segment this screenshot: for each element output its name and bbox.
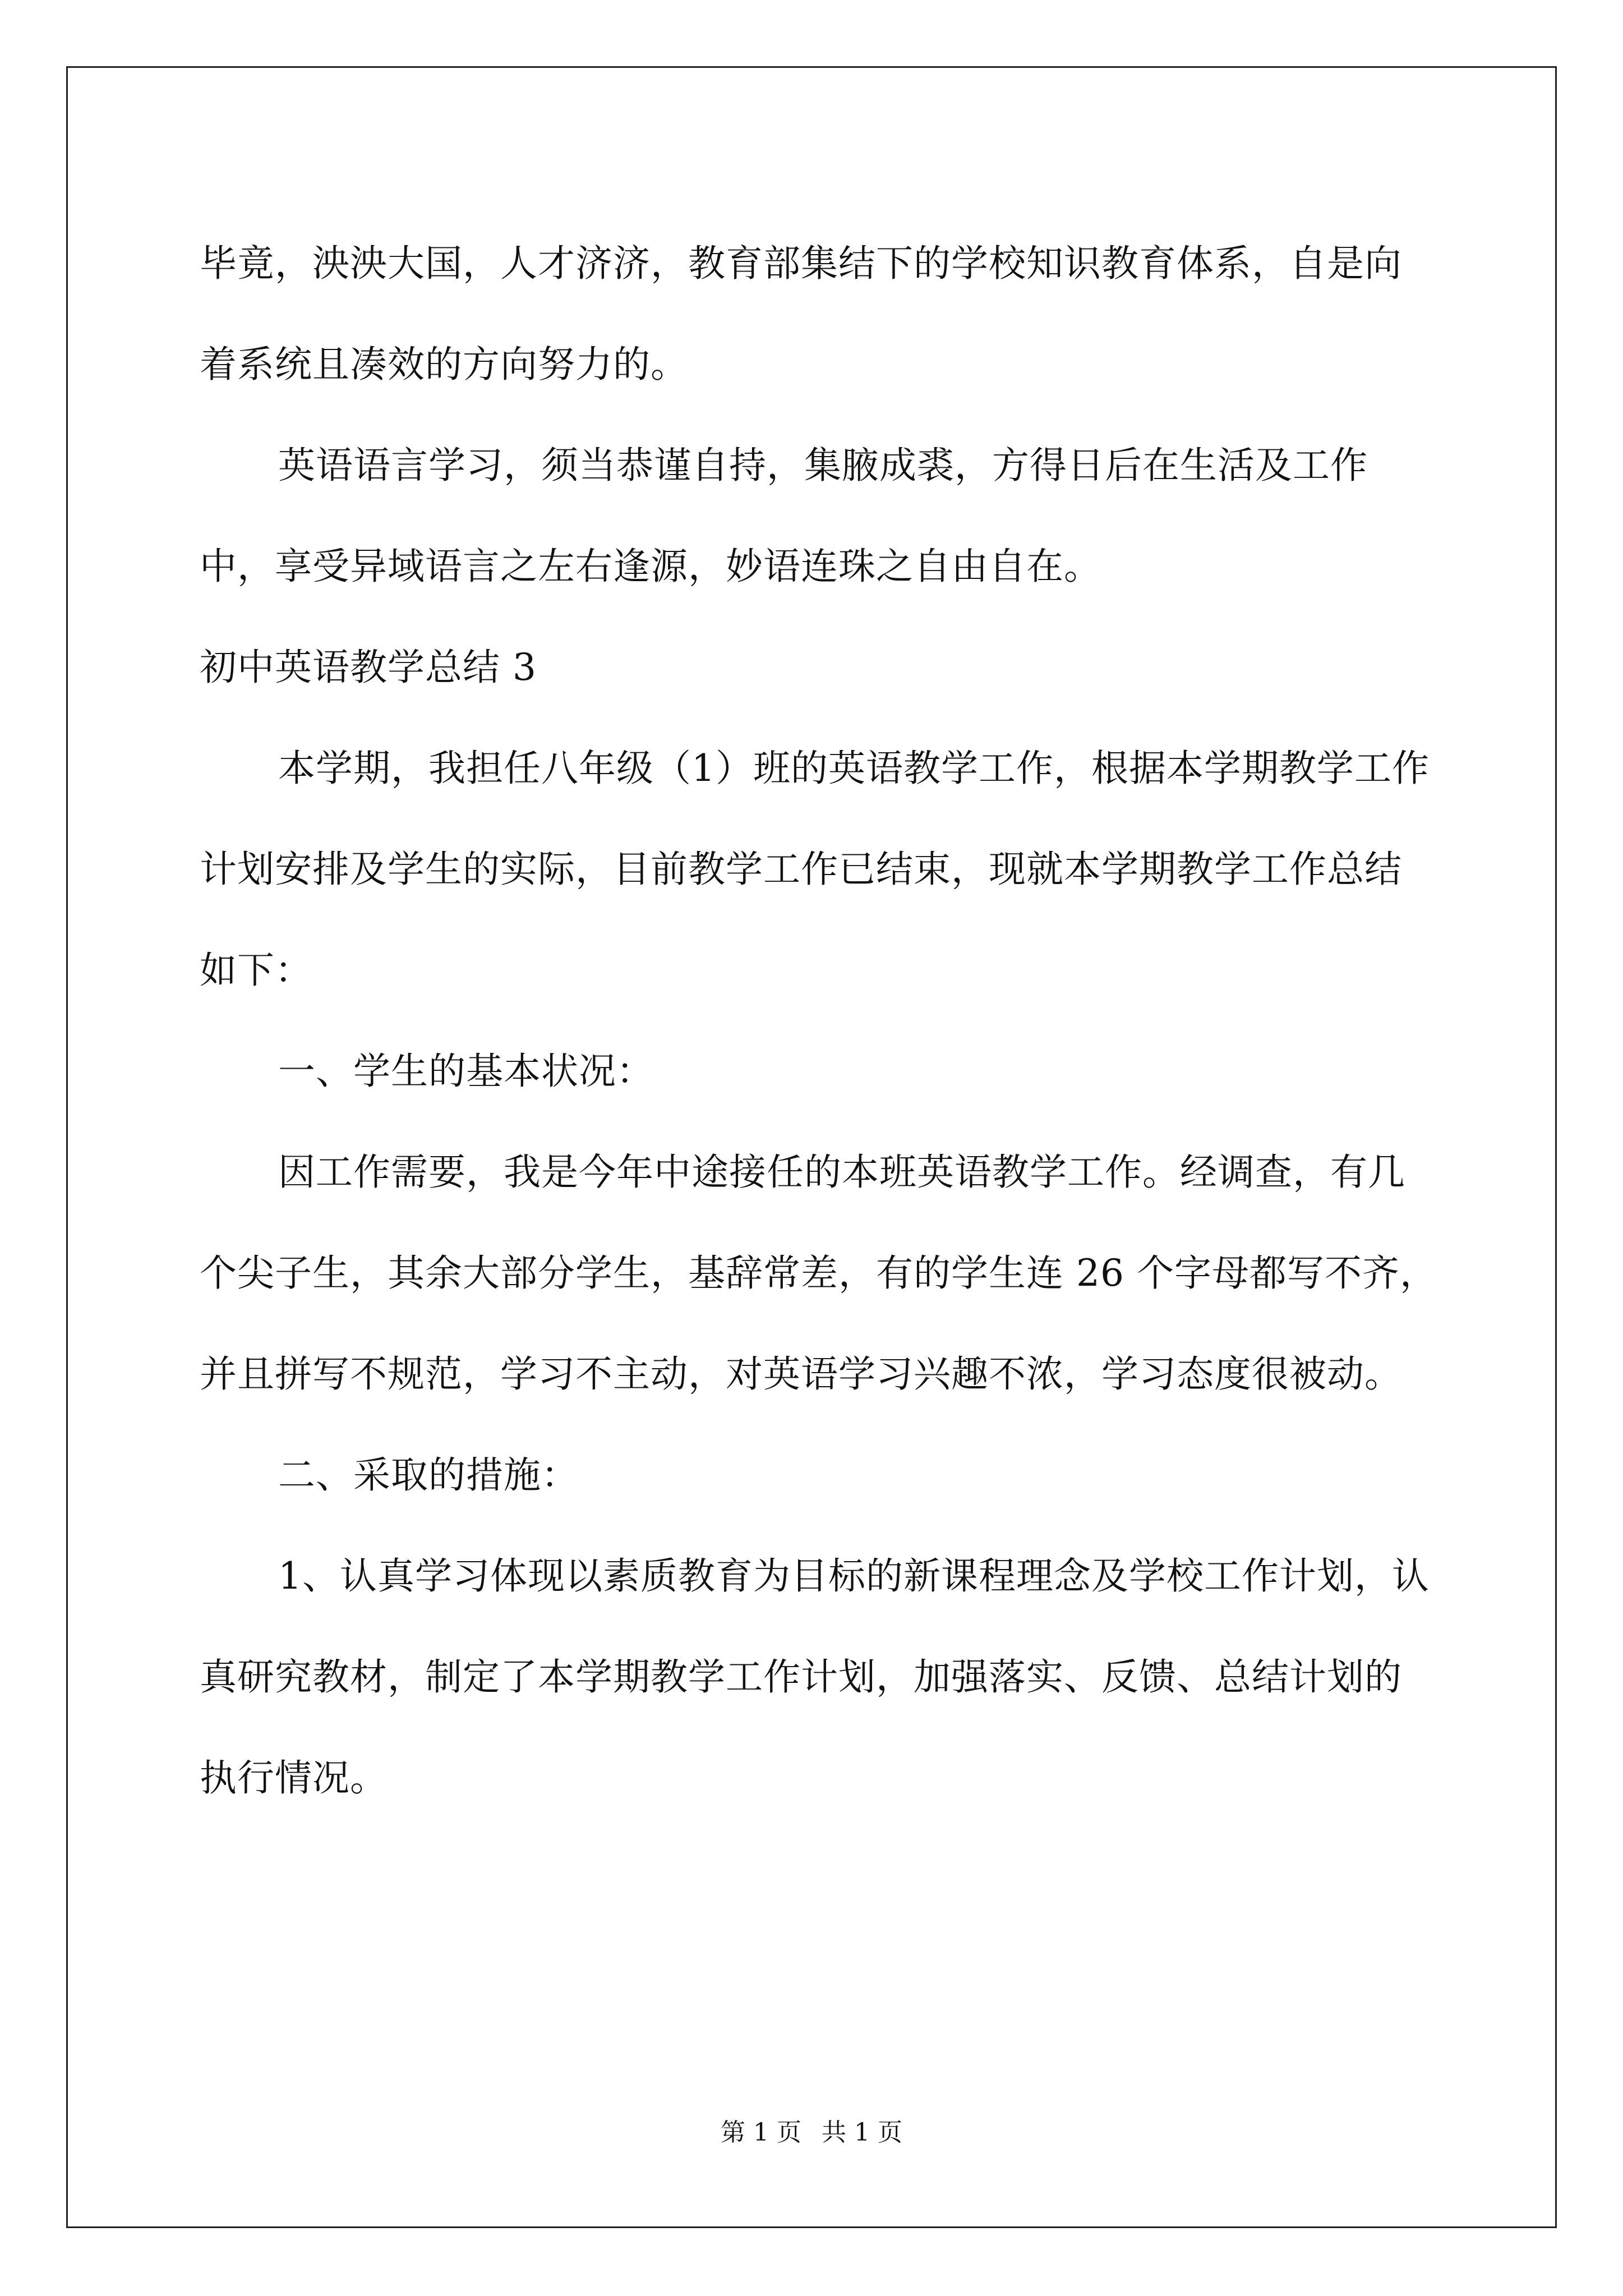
paragraph-4: 一、学生的基本状况：	[278, 1050, 654, 1093]
paragraph-6: 二、采取的措施：	[278, 1453, 579, 1497]
page-number: 第 1 页	[721, 2118, 801, 2147]
document-body	[200, 213, 1439, 1829]
page-footer	[0, 2116, 1623, 2150]
page-total: 共 1 页	[822, 2118, 902, 2147]
paragraph-5: 因工作需要，我是今年中途接任的本班英语教学工作。经调查，有几个尖子生，其余大部分学生，基辞常差，有的学生连 26 个字母都写不齐，并且拼写不规范，学习不主动，对英语学习兴趣不浓，学习态度很被动。	[200, 1151, 1437, 1396]
section-heading: 初中英语教学总结 3	[200, 646, 537, 689]
paragraph-3: 本学期，我担任八年级（1）班的英语教学工作，根据本学期教学工作计划安排及学生的实际，目前教学工作已结束，现就本学期教学工作总结如下：	[200, 747, 1430, 992]
paragraph-2: 英语语言学习，须当恭谨自持，集腋成裘，方得日后在生活及工作中，享受异域语言之左右逢源，妙语连珠之自由自在。	[200, 444, 1368, 588]
paragraph-7: 1、认真学习体现以素质教育为目标的新课程理念及学校工作计划，认真研究教材，制定了本学期教学工作计划，加强落实、反馈、总结计划的执行情况。	[200, 1554, 1430, 1800]
paragraph-1: 毕竟，泱泱大国，人才济济，教育部集结下的学校知识教育体系，自是向着系统且凑效的方向努力的。	[200, 242, 1402, 386]
